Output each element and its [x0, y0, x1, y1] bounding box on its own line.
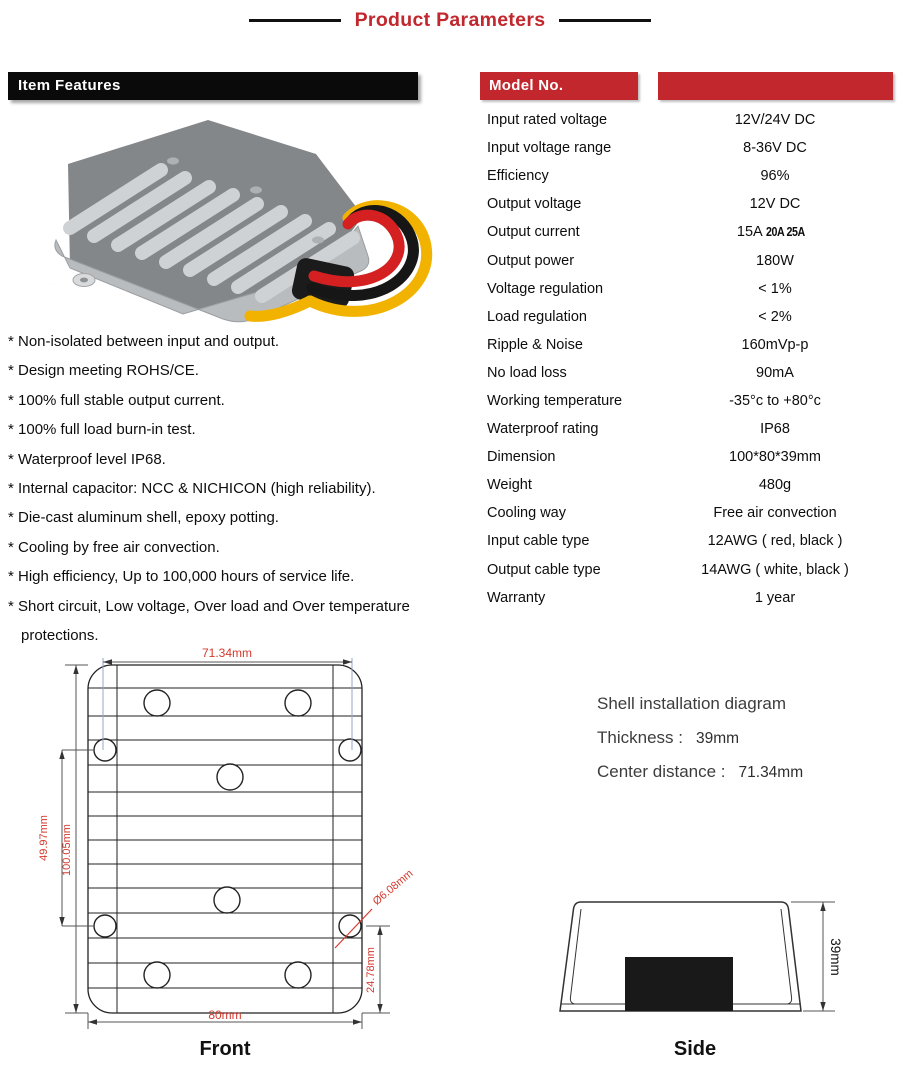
- spec-value: 12AWG ( red, black ): [707, 533, 843, 550]
- spec-row: [480, 556, 880, 584]
- dim-bottom: 80mm: [208, 1008, 242, 1022]
- spec-row: [480, 331, 880, 359]
- spec-value: 100*80*39mm: [729, 449, 821, 466]
- feature-item: * 100% full stable output current.: [8, 391, 225, 409]
- spec-table: [480, 106, 880, 612]
- dim-left-inner: 100.05mm: [61, 824, 73, 876]
- spec-value: IP68: [760, 421, 790, 438]
- spec-row: [480, 303, 880, 331]
- spec-row: [480, 443, 880, 471]
- spec-value: 180W: [756, 252, 794, 269]
- spec-label: Working temperature: [487, 392, 623, 409]
- install-title: Shell installation diagram: [597, 694, 786, 713]
- spec-label: Output current: [487, 224, 580, 241]
- spec-label: Output voltage: [487, 196, 582, 213]
- feature-item: * Die-cast aluminum shell, epoxy potting.: [8, 509, 279, 527]
- spec-label: Cooling way: [487, 505, 566, 522]
- item-features-header: Item Features: [8, 72, 418, 100]
- spec-value: -35°c to +80°c: [729, 392, 821, 409]
- page-title-row: [0, 9, 900, 32]
- page-title: Product Parameters: [354, 9, 546, 31]
- spec-label: Dimension: [487, 449, 556, 466]
- dim-hole-diameter: Ø6.08mm: [370, 867, 416, 908]
- spec-label: Input voltage range: [487, 140, 612, 157]
- install-info: [597, 694, 803, 796]
- spec-value: 15A 20A 25A: [736, 224, 805, 241]
- feature-item: * Non-isolated between input and output.: [8, 333, 280, 350]
- spec-value: < 1%: [758, 280, 792, 297]
- thickness-value: 39mm: [695, 730, 740, 747]
- spec-label: Efficiency: [487, 168, 549, 185]
- feature-item: * Waterproof level IP68.: [8, 450, 166, 468]
- spec-label: Weight: [487, 477, 532, 494]
- spec-row: [480, 527, 880, 555]
- dim-height: 39mm: [828, 938, 843, 976]
- spec-value: 160mVp-p: [741, 336, 809, 353]
- spec-label: Input cable type: [487, 533, 590, 550]
- spec-value: < 2%: [758, 308, 792, 325]
- spec-label: No load loss: [487, 364, 567, 381]
- front-view-label: Front: [199, 1038, 251, 1060]
- spec-value: 480g: [758, 477, 792, 494]
- product-photo: [18, 98, 438, 326]
- center-distance-value: 71.34mm: [738, 764, 804, 781]
- feature-item: * Design meeting ROHS/CE.: [8, 362, 199, 380]
- spec-value: 14AWG ( white, black ): [701, 561, 849, 578]
- spec-value: 12V DC: [749, 196, 801, 213]
- spec-label: Input rated voltage: [487, 112, 608, 129]
- spec-row: [480, 471, 880, 499]
- features-list: [8, 327, 463, 650]
- spec-row: [480, 134, 880, 162]
- dim-left-outer: 49.97mm: [38, 815, 50, 861]
- spec-value: Free air convection: [713, 505, 837, 522]
- title-divider-left: [249, 19, 341, 22]
- spec-value: 12V/24V DC: [734, 112, 816, 129]
- model-no-header: Model No.: [480, 72, 638, 100]
- feature-item: * High efficiency, Up to 100,000 hours of service life.: [8, 568, 355, 586]
- side-view-label: Side: [673, 1038, 717, 1060]
- spec-row: [480, 106, 880, 134]
- spec-label: Warranty: [487, 589, 546, 606]
- spec-value: 90mA: [756, 364, 794, 381]
- spec-label: Load regulation: [487, 308, 587, 325]
- feature-item: * Cooling by free air convection.: [8, 538, 220, 556]
- spec-value: 1 year: [754, 589, 796, 606]
- side-connector-block: [625, 957, 733, 1011]
- spec-label: Voltage regulation: [487, 280, 604, 297]
- spec-row: [480, 499, 880, 527]
- spec-row: [480, 246, 880, 274]
- spec-row: [480, 584, 880, 612]
- spec-row: [480, 218, 880, 246]
- spec-row: [480, 190, 880, 218]
- spec-row: [480, 415, 880, 443]
- feature-item: * Short circuit, Low voltage, Over load and Over temperature protections.: [8, 597, 410, 645]
- front-view-drawing: [25, 640, 445, 1040]
- spec-label: Waterproof rating: [487, 421, 599, 438]
- spec-label: Output cable type: [487, 561, 601, 578]
- model-no-value-bar: [658, 72, 893, 100]
- spec-value: 8-36V DC: [743, 140, 807, 157]
- feature-item: * 100% full load burn-in test.: [8, 421, 196, 439]
- dim-top: 71.34mm: [201, 646, 253, 660]
- title-divider-right: [559, 19, 651, 22]
- spec-label: Output power: [487, 252, 575, 269]
- center-distance-label: Center distance :: [597, 762, 726, 781]
- spec-value-extra: 20A 25A: [765, 224, 805, 240]
- side-view-drawing: [545, 885, 855, 1035]
- dim-right: 24.78mm: [365, 947, 377, 993]
- spec-value: 96%: [760, 168, 790, 185]
- spec-row: [480, 359, 880, 387]
- feature-item: * Internal capacitor: NCC & NICHICON (high reliability).: [8, 480, 376, 498]
- thickness-label: Thickness :: [597, 728, 683, 747]
- spec-row: [480, 162, 880, 190]
- spec-row: [480, 387, 880, 415]
- spec-row: [480, 275, 880, 303]
- spec-label: Ripple & Noise: [487, 336, 583, 353]
